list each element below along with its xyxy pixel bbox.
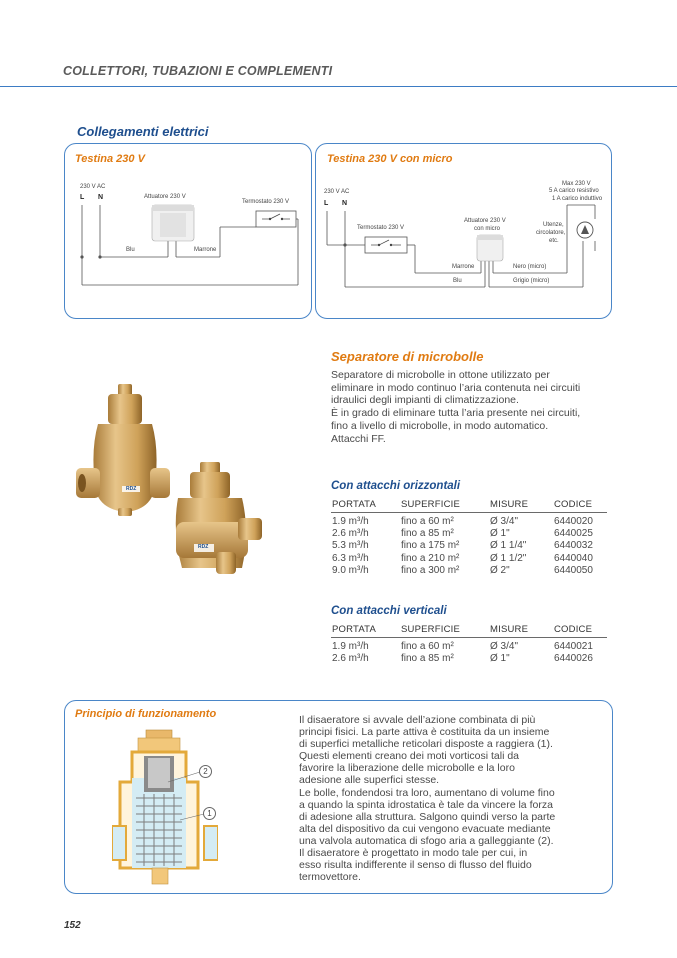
table-row — [331, 513, 607, 529]
wiring-right-diagram — [315, 143, 612, 319]
wiring-left-wire-blue: Blu — [126, 247, 135, 253]
wiring-left-supply: 230 V AC — [80, 184, 106, 190]
cell-superficie: fino a 60 m² — [401, 516, 454, 527]
wiring-right-wire-blue: Blu — [453, 278, 462, 284]
wiring-left-n: N — [98, 194, 104, 201]
cell-superficie: fino a 85 m² — [401, 528, 454, 540]
principle-line: esso risulta indifferente il senso di flusso del fluido — [299, 859, 532, 872]
separator-title: Separatore di microbolle — [331, 349, 484, 364]
wiring-left-thermostat-label: Termostato 230 V — [242, 199, 290, 205]
table-row — [331, 638, 607, 654]
table-row — [331, 553, 607, 565]
col-header-misure: MISURE — [489, 499, 553, 513]
cell-portata: 1.9 m³/h — [332, 516, 369, 527]
separator-desc-line: idraulici degli impianti di climatizzazione. — [331, 394, 519, 407]
brand-label-vertical: RDZ — [198, 544, 209, 550]
wiring-right-max-l2: 5 A carico resistivo — [549, 188, 599, 194]
col-header-superficie: SUPERFICIE — [400, 499, 489, 513]
cell-portata: 1.9 m³/h — [332, 641, 369, 652]
cell-portata: 5.3 m³/h — [332, 540, 369, 552]
cell-portata: 6.3 m³/h — [332, 552, 369, 564]
principle-line: Il disaeratore si avvale dell’azione combinata di più — [299, 714, 536, 726]
separator-desc-line: Separatore di microbolle in ottone utilizzato per — [331, 369, 550, 381]
wiring-right-wire-brown: Marrone — [452, 264, 475, 270]
section-title: COLLETTORI, TUBAZIONI E COMPLEMENTI — [63, 64, 333, 78]
wiring-right-users-l1: Utenze, — [543, 222, 564, 228]
wiring-right-title: Testina 230 V con micro — [327, 153, 453, 165]
cell-codice: 6440020 — [554, 516, 593, 527]
principle-line: di adesione alla struttura. Salgono quindi verso la parte — [299, 810, 556, 823]
cell-codice: 6440032 — [554, 540, 593, 552]
cell-superficie: fino a 210 m² — [401, 552, 460, 564]
cell-misure: Ø 1 1/2" — [490, 552, 527, 564]
wiring-left-diagram — [64, 143, 312, 319]
separator-description — [331, 369, 621, 445]
wiring-right-actuator-l1: Attuatore 230 V — [464, 218, 506, 224]
cell-codice: 6440040 — [554, 552, 593, 564]
brand-label-horizontal: RDZ — [126, 486, 137, 492]
principle-title: Principio di funzionamento — [75, 708, 217, 720]
principle-cutaway-diagram — [112, 728, 218, 890]
principle-line: una valvola automatica di sfogo aria a galleggiante (2). — [299, 834, 554, 847]
wiring-right-max-l1: Max 230 V — [562, 181, 591, 187]
wiring-right-supply: 230 V AC — [324, 189, 350, 195]
wiring-right-l: L — [324, 200, 329, 207]
table-header-row — [331, 624, 607, 638]
cell-portata: 2.6 m³/h — [332, 528, 369, 540]
cell-misure: Ø 1" — [490, 653, 510, 665]
wiring-left-title: Testina 230 V — [75, 153, 145, 165]
wiring-right-max-l3: 1 A carico induttivo — [552, 196, 603, 202]
cell-superficie: fino a 175 m² — [401, 540, 460, 552]
separator-desc-line: eliminare in modo continuo l’aria contenuta nei circuiti — [331, 381, 581, 394]
wiring-right-wire-grey: Grigio (micro) — [513, 278, 550, 284]
cell-codice: 6440026 — [554, 653, 593, 665]
principle-line: principi fisici. La parte attiva è costituita da un insieme — [299, 726, 550, 739]
separator-desc-line: Attacchi FF. — [331, 432, 386, 445]
cell-misure: Ø 2" — [490, 564, 510, 576]
wiring-left-l: L — [80, 194, 85, 201]
principle-line: a quando la spinta idrostatica è tale da vincere la forza — [299, 798, 553, 811]
table-header-row — [331, 499, 607, 513]
cell-misure: Ø 1 1/4" — [490, 540, 527, 552]
cell-codice: 6440050 — [554, 564, 593, 576]
cell-misure: Ø 1" — [490, 528, 510, 540]
wiring-right-actuator-l2: con micro — [474, 226, 501, 232]
horizontal-table-title: Con attacchi orizzontali — [331, 480, 461, 492]
wiring-right-n: N — [342, 200, 348, 207]
col-header-portata: PORTATA — [331, 624, 400, 638]
separator-desc-line: fino a livello di microbolle, in modo automatico. — [331, 419, 549, 432]
cell-misure: Ø 3/4" — [490, 641, 519, 652]
cell-portata: 2.6 m³/h — [332, 653, 369, 665]
marker-2: 2 — [199, 765, 212, 778]
col-header-superficie: SUPERFICIE — [400, 624, 489, 638]
col-header-portata: PORTATA — [331, 499, 400, 513]
wiring-right-wire-black: Nero (micro) — [513, 264, 547, 270]
separator-product-photos — [74, 382, 274, 582]
page-number: 152 — [64, 920, 81, 931]
table-row — [331, 540, 607, 552]
separator-desc-line: È in grado di eliminare tutta l’aria presente nei circuiti, — [331, 407, 581, 420]
principle-line: alta del dispositivo da cui vengono evacuate mediante — [299, 822, 551, 835]
table-row — [331, 565, 607, 577]
principle-line: Le bolle, fondendosi tra loro, aumentano di volume fino — [299, 786, 555, 799]
table-row — [331, 653, 607, 665]
cell-misure: Ø 3/4" — [490, 516, 519, 527]
wiring-left-actuator-label: Attuatore 230 V — [144, 194, 186, 200]
cell-superficie: fino a 85 m² — [401, 653, 454, 665]
wiring-right-thermostat-label: Termostato 230 V — [357, 225, 405, 231]
vertical-spec-table — [331, 624, 607, 665]
electrical-title: Collegamenti elettrici — [77, 124, 209, 139]
vertical-table-title: Con attacchi verticali — [331, 605, 447, 617]
col-header-misure: MISURE — [489, 624, 553, 638]
horizontal-spec-table — [331, 499, 607, 577]
col-header-codice: CODICE — [553, 624, 607, 638]
cell-codice: 6440025 — [554, 528, 593, 540]
principle-line: di superfici metalliche reticolari disposte a raggiera (1). — [299, 738, 553, 751]
wiring-left-wire-brown: Marrone — [194, 247, 217, 253]
cell-superficie: fino a 300 m² — [401, 564, 460, 576]
principle-line: adesione alle superfici stesse. — [299, 774, 440, 787]
principle-line: Il disaeratore è progettato in modo tale per cui, in — [299, 847, 528, 860]
cell-portata: 9.0 m³/h — [332, 564, 369, 576]
principle-line: termovettore. — [299, 871, 361, 884]
wiring-right-users-l2: circolatore, — [536, 230, 566, 236]
col-header-codice: CODICE — [553, 499, 607, 513]
cell-codice: 6440021 — [554, 641, 593, 652]
marker-1: 1 — [203, 807, 216, 820]
table-row — [331, 528, 607, 540]
wiring-right-users-l3: etc. — [549, 238, 559, 244]
header-divider — [0, 86, 677, 87]
principle-text — [299, 714, 599, 883]
principle-line: favorire la liberazione delle microbolle e la loro — [299, 762, 515, 775]
cell-superficie: fino a 60 m² — [401, 641, 454, 652]
principle-line: Questi elementi creano dei moti vorticosi tali da — [299, 750, 520, 763]
